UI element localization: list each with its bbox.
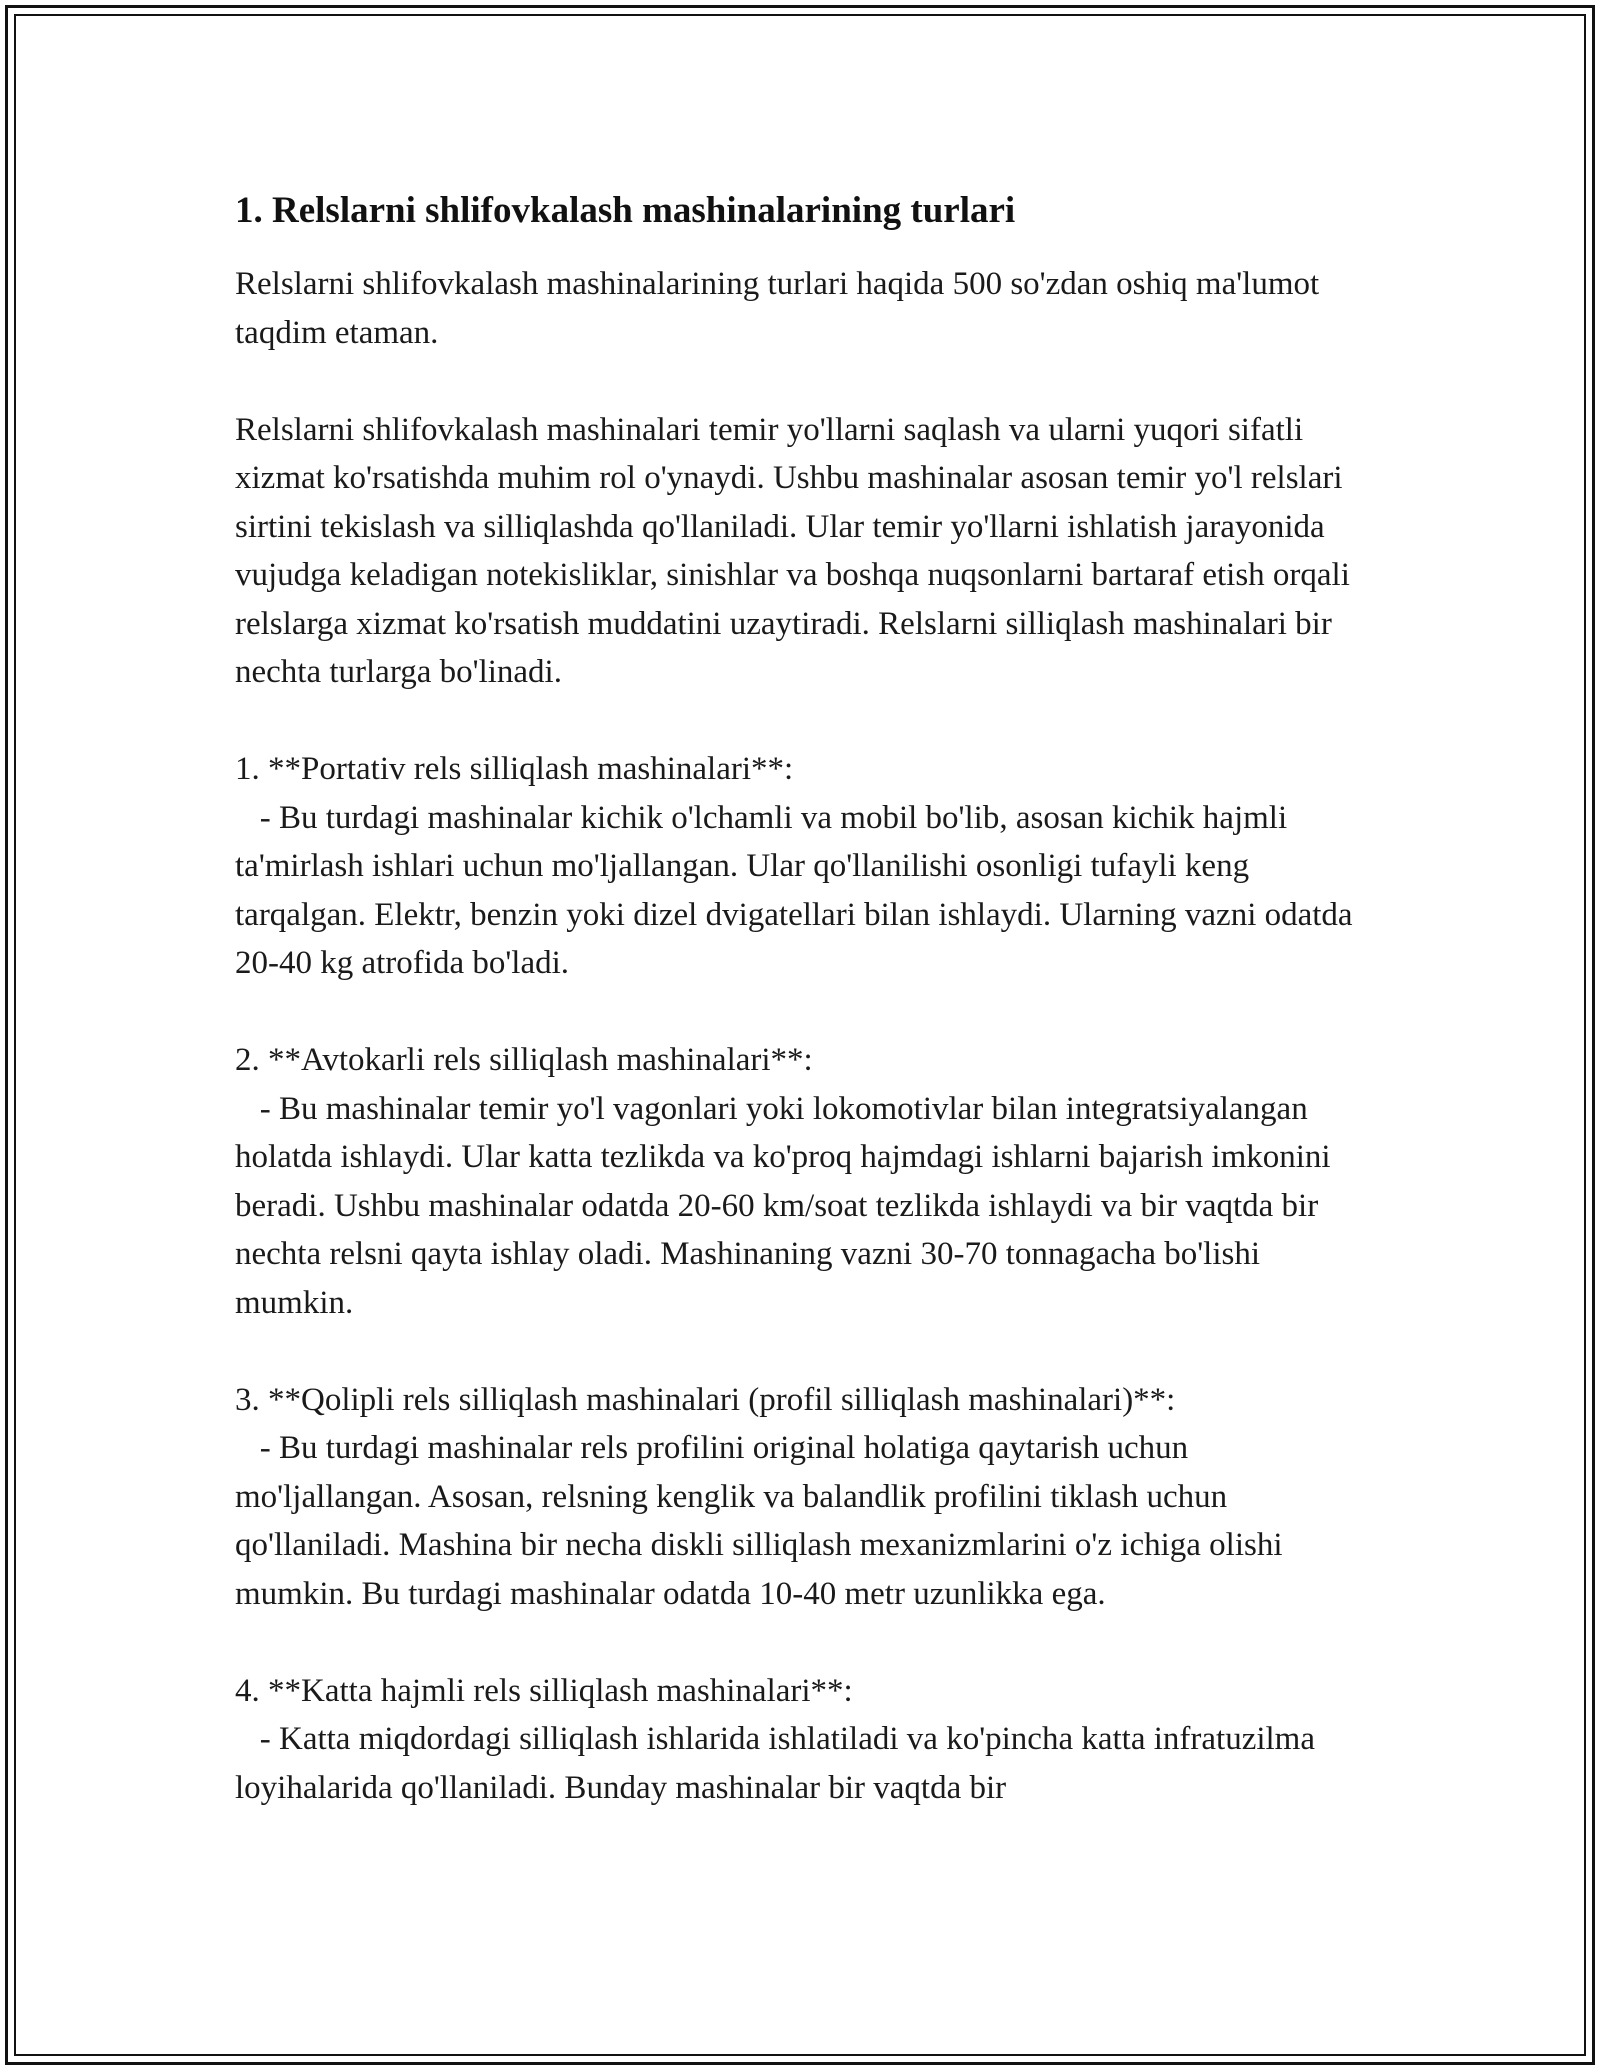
document-title: 1. Relslarni shlifovkalash mashinalarining turlari: [235, 190, 1016, 231]
list-item-avtokarli: [235, 1036, 1375, 1327]
paragraph-spacer: [235, 357, 1375, 406]
list-item-body: - Bu turdagi mashinalar kichik o'lchamli va mobil bo'lib, asosan kichik hajmli ta'mirlash ishlari uchun mo'ljallangan. Ular qo'llanilishi osonligi tufayli keng tarqalgan. Elektr, benzin yoki dizel dvigatellari bilan ishlaydi. Ularning vazni odatda 20-40 kg atrofida bo'ladi.: [235, 799, 1361, 981]
paragraph-spacer: [235, 1327, 1375, 1376]
list-item-body: - Bu mashinalar temir yo'l vagonlari yoki lokomotivlar bilan integratsiyalangan holatda ishlaydi. Ular katta tezlikda va ko'proq hajmdagi ishlarni bajarish imkonini beradi. Ushbu mashinalar odatda 20-60 km/soat tezlikda ishlaydi va bir vaqtda bir nechta relsni qayta ishlay oladi. Mashinaning vazni 30-70 tonnagacha bo'lishi mumkin.: [235, 1090, 1339, 1321]
paragraph-spacer: [235, 1618, 1375, 1667]
list-item-heading: 1. **Portativ rels silliqlash mashinalari**:: [235, 751, 794, 787]
paragraph-spacer: [235, 697, 1375, 746]
list-item-qolipli: [235, 1376, 1375, 1619]
list-item-portativ: [235, 745, 1375, 988]
list-item-body: - Katta miqdordagi silliqlash ishlarida ishlatiladi va ko'pincha katta infratuzilma loyihalarida qo'llaniladi. Bunday mashinalar bir vaqtda bir: [235, 1721, 1324, 1806]
list-item-heading: 2. **Avtokarli rels silliqlash mashinalari**:: [235, 1042, 813, 1078]
list-item-body: - Bu turdagi mashinalar rels profilini original holatiga qaytarish uchun mo'ljallangan. Asosan, relsning kenglik va balandlik profilini tiklash uchun qo'llaniladi. Mashina bir necha diskli silliqlash mexanizmlarini o'z ichiga olishi mumkin. Bu turdagi mashinalar odatda 10-40 metr uzunlikka ega.: [235, 1430, 1291, 1612]
list-item-katta-hajmli: [235, 1667, 1375, 1813]
document-body: [235, 186, 1375, 1812]
paragraph-spacer: [235, 988, 1375, 1037]
overview-paragraph: Relslarni shlifovkalash mashinalari temir yo'llarni saqlash va ularni yuqori sifatli xizmat ko'rsatishda muhim rol o'ynaydi. Ushbu mashinalar asosan temir yo'l relslari sirtini tekislash va silliqlashda qo'llaniladi. Ular temir yo'llarni ishlatish jarayonida vujudga keladigan notekisliklar, sinishlar va boshqa nuqsonlarni bartaraf etish orqali relslarga xizmat ko'rsatish muddatini uzaytiradi. Relslarni silliqlash mashinalari bir nechta turlarga bo'linadi.: [235, 411, 1359, 690]
list-item-heading: 3. **Qolipli rels silliqlash mashinalari (profil silliqlash mashinalari)**:: [235, 1381, 1176, 1418]
intro-paragraph: Relslarni shlifovkalash mashinalarining turlari haqida 500 so'zdan oshiq ma'lumot taqdim etaman.: [235, 266, 1328, 351]
list-item-heading: 4. **Katta hajmli rels silliqlash mashinalari**:: [235, 1672, 853, 1709]
